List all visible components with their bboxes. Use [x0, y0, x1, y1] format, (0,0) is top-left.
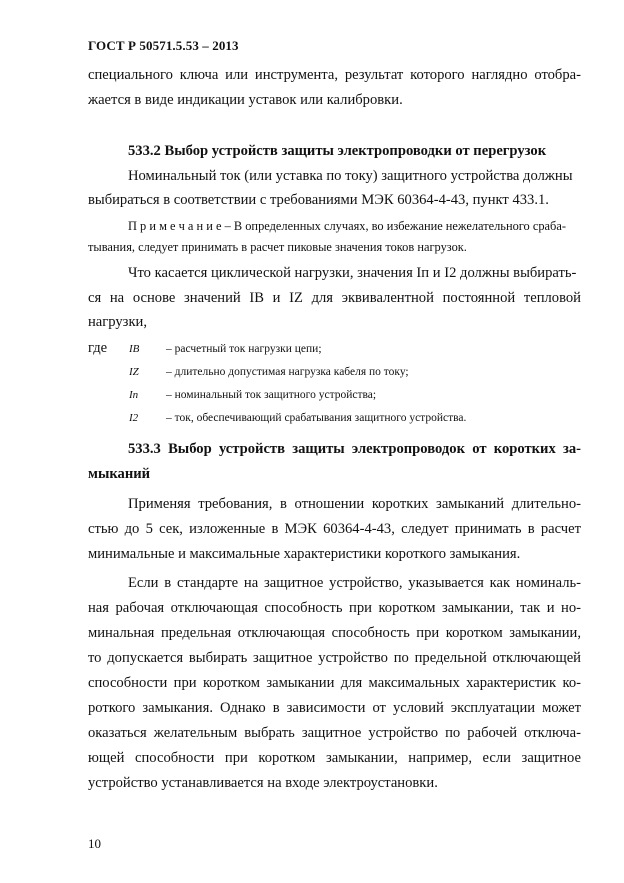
- where-label: где: [88, 340, 108, 356]
- intro-line-2: жается в виде индикации уставок или калибровки.: [88, 92, 403, 108]
- section-533-2-p1-line2: выбираться в соответствии с требованиями МЭК 60364-4-43, пункт 433.1.: [88, 192, 549, 208]
- section-533-3-p1-line1: Применяя требования, в отношении коротких замыканий длительно-: [128, 496, 581, 512]
- section-533-3-p1-line2: стью до 5 сек, изложенные в МЭК 60364-4-43, следует принимать в расчет: [88, 521, 581, 537]
- section-533-3-p1-line3: минимальные и максимальные характеристики короткого замыкания.: [88, 546, 521, 562]
- definition-symbol: IZ: [129, 366, 139, 378]
- section-533-2-p2-line3: нагрузки,: [88, 314, 147, 330]
- p2-line1-text: Что касается циклической нагрузки, значения Iп и I2 должны выбирать-: [128, 265, 577, 281]
- definition-row: [88, 389, 581, 407]
- note-line-2: тывания, следует принимать в расчет пиковые значения токов нагрузок.: [88, 240, 467, 254]
- section-533-3-p2-line: то допускается выбирать защитное устройство по предельной отключающей: [88, 650, 581, 666]
- definition-symbol: I2: [129, 412, 139, 424]
- section-533-3-title-line2: мыканий: [88, 466, 151, 482]
- definition-text: – длительно допустимая нагрузка кабеля по току;: [166, 366, 409, 378]
- section-533-2-p1-line1: Номинальный ток (или уставка по току) защитного устройства должны: [128, 168, 573, 184]
- definition-symbol: In: [129, 389, 139, 401]
- definition-text: – расчетный ток нагрузки цепи;: [166, 343, 322, 355]
- definition-row: [88, 366, 581, 384]
- definition-row: [88, 412, 581, 430]
- page-number: 10: [88, 836, 101, 851]
- definition-text: – ток, обеспечивающий срабатывания защитного устройства.: [166, 412, 467, 424]
- section-533-3-p2-line: Если в стандарте на защитное устройство, указывается как номиналь-: [128, 575, 581, 591]
- section-533-3-p2-line: устройство устанавливается на входе электроустановки.: [88, 775, 438, 791]
- section-533-2-p2-line1: [128, 265, 621, 282]
- section-533-3-p2-line: минальная предельная отключающая способность при коротком замыкании,: [88, 625, 581, 641]
- section-533-3-p2-line: роткого замыкания. Однако в зависимости от условий эксплуатации может: [88, 700, 581, 716]
- document-header: ГОСТ Р 50571.5.53 – 2013: [88, 38, 239, 53]
- definition-row: [88, 340, 581, 361]
- section-533-3-p2-line: ющей способности при коротком замыкании, например, если защитное: [88, 750, 581, 766]
- intro-line-1: специального ключа или инструмента, результат которого наглядно отобра-: [88, 67, 581, 83]
- section-533-3-p2-line: ная рабочая отключающая способность при коротком замыкании, так и но-: [88, 600, 581, 616]
- note-line-1: П р и м е ч а н и е – В определенных случаях, во избежание нежелательного сраба-: [128, 219, 566, 233]
- definition-symbol: IB: [129, 343, 140, 355]
- definition-text: – номинальный ток защитного устройства;: [166, 389, 377, 401]
- section-533-2-p2-line2: ся на основе значений IВ и IZ для эквивалентной постоянной тепловой: [88, 290, 581, 306]
- section-533-3-p2-line: способности при коротком замыкании для максимальных характеристик ко-: [88, 675, 581, 691]
- section-533-3-p2-line: оказаться желательным выбрать защитное устройство по рабочей отключа-: [88, 725, 581, 741]
- section-533-2-title: 533.2 Выбор устройств защиты электропроводки от перегрузок: [128, 143, 547, 159]
- section-533-3-title-line1: 533.3 Выбор устройств защиты электропроводок от коротких за-: [128, 441, 581, 457]
